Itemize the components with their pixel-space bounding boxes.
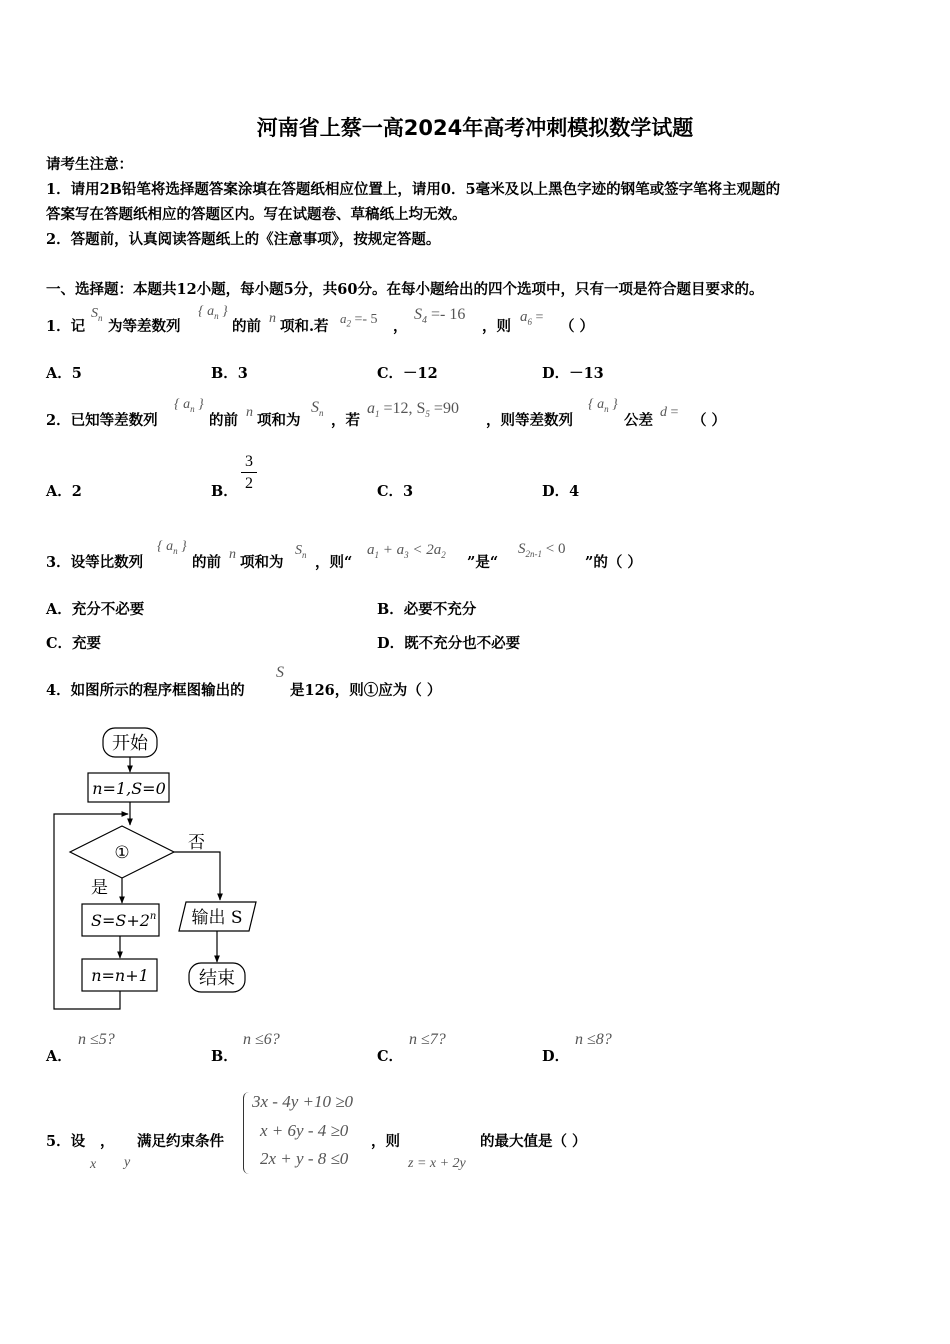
q3-text-3: 项和为 — [240, 554, 284, 571]
q1-option-a[interactable]: A．5 — [46, 365, 82, 382]
condition-label: ① — [114, 843, 130, 863]
end-label: 结束 — [199, 968, 235, 989]
q3-option-a[interactable]: A．充分不必要 — [46, 601, 145, 618]
q3-math-an: { $a_n$ } — [157, 539, 187, 556]
notice-line-2: 2．答题前，认真阅读答题纸上的《注意事项》，按规定答题。 — [46, 231, 441, 248]
q5-text-5: 的最大值是（ ） — [480, 1133, 587, 1150]
q1-text-5: ， — [393, 318, 408, 335]
constraint-2: x + 6y - 4 ≥0 — [260, 1121, 349, 1140]
q1-option-c[interactable]: C．－12 — [377, 365, 438, 382]
q5-text-1: 5．设 — [46, 1133, 86, 1150]
q2-math-an-2: { $a_n$ } — [588, 397, 618, 414]
no-branch-line — [174, 852, 220, 900]
q3-text-5: ”是“ — [467, 554, 499, 571]
notice-line-1: 1．请用2B铅笔将选择题答案涂填在答题纸相应位置上，请用0．5毫米及以上黑色字迹的钢笔或签字笔将主观题的 — [46, 181, 781, 198]
q2-text-6: 公差 — [624, 412, 653, 429]
q1-text-1: 1．记 — [46, 318, 86, 335]
no-label: 否 — [188, 833, 205, 853]
q2-option-d[interactable]: D．4 — [542, 483, 580, 500]
q3-option-d[interactable]: D．既不充分也不必要 — [377, 635, 521, 652]
q1-math-an: { $a_n$ } — [198, 304, 228, 321]
q2-text-4: ，若 — [331, 412, 360, 429]
q1-text-6: ，则 — [482, 318, 511, 335]
q2-math-cond: $a_1 =12$, $S_5 =90$ — [367, 400, 459, 420]
q1-text-4: 项和.若 — [280, 318, 329, 335]
init-label: n=1,S=0 — [92, 779, 166, 798]
q1-option-b[interactable]: B．3 — [211, 365, 248, 382]
q3-math-n: n — [229, 547, 236, 562]
q3-text-2: 的前 — [192, 554, 221, 571]
q2-math-an: { $a_n$ } — [174, 397, 204, 414]
q3-text-1: 3．设等比数列 — [46, 554, 144, 571]
q2-option-b[interactable]: B． — [211, 483, 238, 500]
q4-option-b-math: n ≤6? — [243, 1031, 280, 1048]
q4-option-b[interactable]: B． — [211, 1048, 238, 1065]
q4-text-1: 4．如图所示的程序框图输出的 — [46, 682, 245, 699]
q3-text-6: ”的（ ） — [585, 554, 642, 571]
q2-option-c[interactable]: C．3 — [377, 483, 414, 500]
page-title: 河南省上蔡一高2024年高考冲刺模拟数学试题 — [256, 116, 694, 140]
q2-option-a[interactable]: A．2 — [46, 483, 82, 500]
q2-text-7: （ ） — [692, 412, 727, 429]
notice-heading: 请考生注意： — [46, 156, 133, 173]
q4-math-s: S — [276, 664, 284, 681]
q1-math-a6: $a_6$ = — [520, 309, 544, 327]
q1-option-d[interactable]: D．－13 — [542, 365, 604, 382]
q5-text-2: ， — [100, 1133, 115, 1150]
constraint-1: 3x - 4y +10 ≥0 — [252, 1092, 354, 1111]
q5-text-3: 满足约束条件 — [137, 1133, 224, 1150]
q1-text-3: 的前 — [232, 318, 261, 335]
q3-option-c[interactable]: C．充要 — [46, 635, 102, 652]
q1-math-sn: $S_n$ — [91, 306, 103, 323]
q1-text-2: 为等差数列 — [108, 318, 181, 335]
q2-math-n: n — [246, 405, 253, 420]
q2-math-sn: $S_n$ — [311, 399, 324, 419]
fraction-numerator: 3 — [245, 453, 253, 470]
constraint-3: 2x + y - 8 ≤0 — [260, 1149, 349, 1168]
notice-line-1b: 答案写在答题纸相应的答题区内。写在试题卷、草稿纸上均无效。 — [46, 206, 467, 223]
q1-text-7: （ ） — [560, 318, 595, 335]
q4-option-a-math: n ≤5? — [78, 1031, 115, 1048]
q3-math-cond1: $a_1 + a_3 < 2a_2$ — [367, 542, 446, 560]
q4-text-2: 是126，则①应为（ ） — [290, 682, 442, 699]
fraction-denominator: 2 — [245, 475, 253, 492]
q4-option-a[interactable]: A． — [46, 1048, 72, 1065]
q5-text-4: ，则 — [371, 1133, 400, 1150]
q3-text-4: ，则“ — [315, 554, 353, 571]
constraint-brace — [243, 1092, 251, 1174]
q5-math-z: z = x + 2y — [408, 1156, 466, 1171]
q3-math-sn: $S_n$ — [295, 543, 307, 560]
assign-1-label: $S=S+2^n$ — [91, 911, 157, 930]
q1-math-s4: $S_4 =- 16$ — [414, 306, 466, 327]
q4-option-c[interactable]: C． — [377, 1048, 404, 1065]
q2-text-3: 项和为 — [257, 412, 301, 429]
output-label: 输出 S — [191, 908, 243, 928]
q2-text-1: 2．已知等差数列 — [46, 412, 158, 429]
q2-text-2: 的前 — [209, 412, 238, 429]
assign-2-label: n=n+1 — [91, 966, 149, 985]
q1-math-n: n — [269, 311, 276, 326]
yes-label: 是 — [91, 878, 108, 898]
q3-option-b[interactable]: B．必要不充分 — [377, 601, 477, 618]
q4-option-c-math: n ≤7? — [409, 1031, 446, 1048]
q2-math-d: d = — [660, 405, 679, 420]
q1-math-a2: $a_2 =- 5$ — [340, 311, 378, 329]
q3-math-cond2: $S_{2n-1} < 0$ — [518, 541, 566, 559]
q4-option-d-math: n ≤8? — [575, 1031, 612, 1048]
q4-option-d[interactable]: D． — [542, 1048, 570, 1065]
q5-math-y: y — [124, 1155, 131, 1170]
q5-math-x: x — [90, 1157, 97, 1172]
section-heading: 一、选择题：本题共12小题，每小题5分，共60分。在每小题给出的四个选项中，只有一项是符合题目要求的。 — [46, 281, 764, 298]
q2-text-5: ，则等差数列 — [486, 412, 573, 429]
start-label: 开始 — [112, 733, 148, 754]
